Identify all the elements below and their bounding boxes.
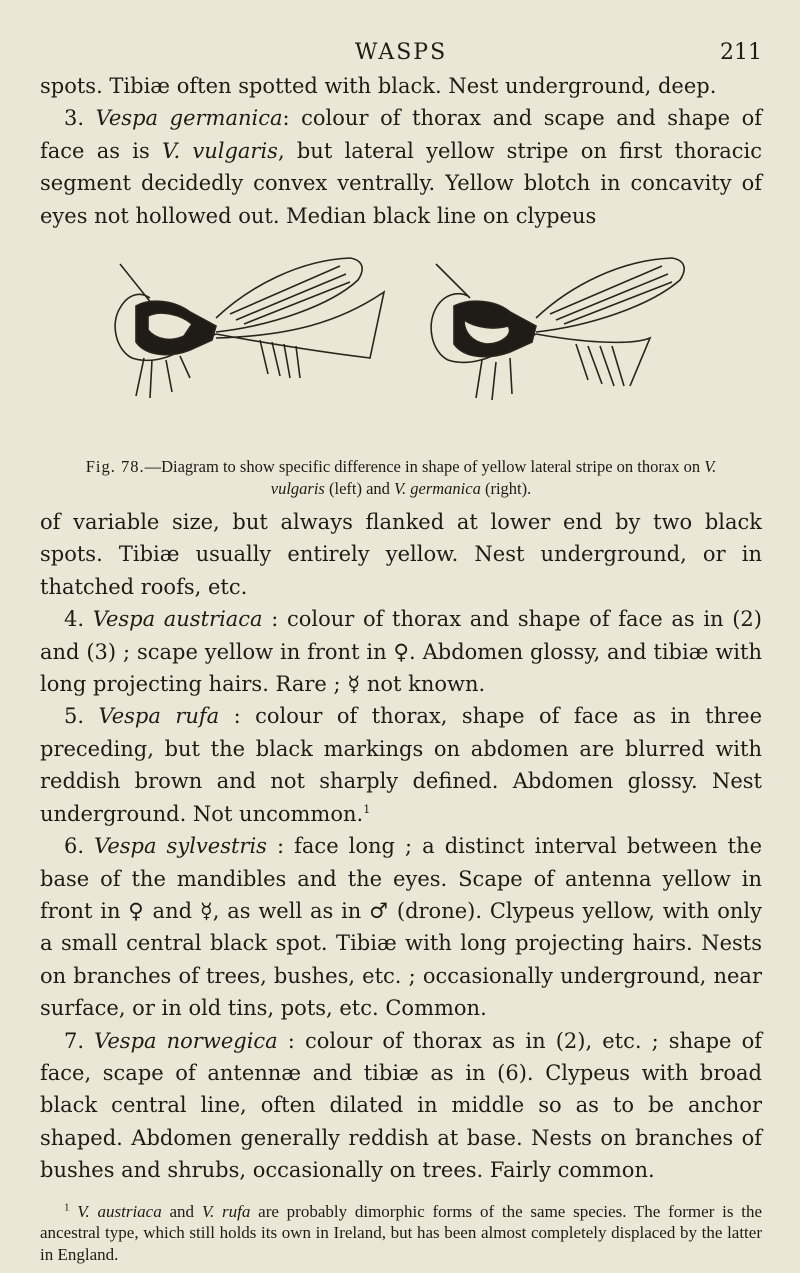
caption-species-germanica: V. germanica: [394, 479, 481, 499]
species-name: Vespa austriaca: [92, 607, 263, 632]
entry-number: 6.: [64, 834, 85, 859]
entry-number: 5.: [64, 704, 85, 729]
caption-species-vulgaris: V. vulgaris: [270, 457, 717, 499]
entry-text: : colour of thorax, shape of face as in three preceding, but the black markings on abdomen are blurred with reddish brown and not sharply defined. Abdomen glossy. Nest underground. Not uncommon.: [40, 704, 762, 826]
footnote-marker: 1: [64, 1200, 70, 1213]
right-wasp-germanica: [431, 258, 684, 400]
species-entry-sylvestris: [40, 830, 762, 1024]
book-page: [40, 0, 762, 1265]
entry-text: : colour of thorax and shape of face as in (2) and (3) ; scape yellow in front in ♀. Abdomen glossy, and tibiæ with long projecting hairs. Rare ; ☿ not known.: [40, 607, 762, 697]
entry-number: 4.: [64, 607, 85, 632]
left-wasp-vulgaris: [115, 258, 384, 398]
footnote-text: [40, 1201, 762, 1266]
species-name: Vespa rufa: [98, 704, 220, 729]
footnote-species-rufa: V. rufa: [201, 1201, 251, 1221]
entry-text: : face long ; a distinct interval between the base of the mandibles and the eyes. Scape of antenna yellow in front in ♀ and ☿, as well as in ♂ (drone). Clypeus yellow, with only a small central black spot. Tibiæ with long projecting hairs. Nests on branches of trees, bushes, etc. ; occasionally underground, near surface, or in old tins, pots, etc. Common.: [40, 834, 762, 1021]
species-entry-rufa: [40, 700, 762, 830]
entry-text: : colour of thorax and scape and shape of face as is: [40, 106, 762, 163]
running-title: WASPS: [354, 40, 448, 65]
entry-text: : colour of thorax as in (2), etc. ; shape of face, scape of antennæ and tibiæ as in (6). Clypeus with broad black central line, often dilated in middle so as to be anchor shaped. Abdomen generally reddish at base. Nests on branches of bushes and shrubs, occasionally on trees. Fairly common.: [40, 1028, 762, 1183]
species-name: Vespa sylvestris: [94, 834, 267, 859]
figure-caption: [60, 456, 742, 500]
entry-number: 3.: [64, 106, 85, 131]
page-header: [40, 0, 762, 70]
footnote-reference: 1: [363, 802, 371, 816]
figure-label: Fig. 78.: [85, 457, 145, 477]
germanica-continuation: of variable size, but always flanked at lower end by two black spots. Tibiæ usually entirely yellow. Nest underground, or in thatched roofs, etc.: [40, 510, 762, 599]
species-entry-austriaca: [40, 603, 762, 700]
continuation-paragraph: spots. Tibiæ often spotted with black. Nest underground, deep.: [40, 74, 717, 98]
body-text-continued: [40, 506, 762, 1187]
footnote-body: and: [161, 1201, 202, 1221]
page-number: 211: [720, 40, 762, 65]
footnote-body: are probably dimorphic forms of the same species. The former is the ancestral type, which still holds its own in Ireland, but has been almost completely displaced by the latter in England.: [40, 1201, 763, 1264]
caption-text: (right).: [480, 479, 532, 499]
footnote-species-austriaca: V. austriaca: [77, 1201, 162, 1221]
species-entry-germanica: [40, 102, 762, 232]
species-name: Vespa norwegica: [94, 1028, 278, 1053]
entry-number: 7.: [64, 1028, 85, 1053]
body-text: [40, 70, 762, 232]
caption-text: (left) and: [324, 479, 395, 499]
species-name-ref: V. vulgaris: [161, 138, 278, 163]
species-name: Vespa germanica: [95, 106, 283, 131]
footnote: [40, 1201, 762, 1266]
caption-text: —Diagram to show specific difference in shape of yellow lateral stripe on thorax on: [144, 457, 705, 477]
figure-78-diagram: [40, 246, 762, 456]
wasp-thorax-diagram: [40, 246, 762, 456]
species-entry-norwegica: [40, 1025, 762, 1187]
entry-text: , but lateral yellow stripe on first thoracic segment decidedly convex ventrally. Yellow blotch in concavity of eyes not hollowed out. Median black line on clypeus: [40, 138, 762, 228]
